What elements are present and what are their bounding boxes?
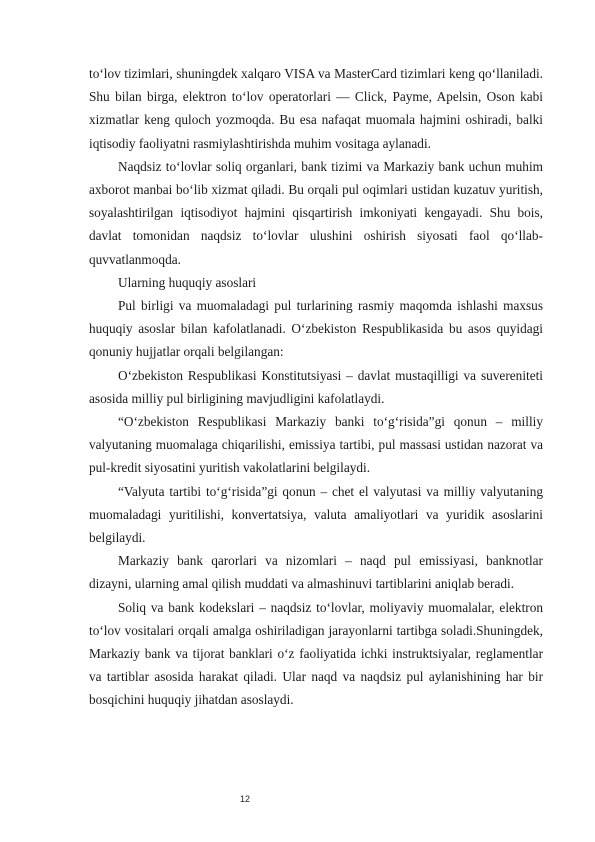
paragraph-central-bank-decisions: Markaziy bank qarorlari va nizomlari – naqd pul emissiyasi, banknotlar dizayni, ularning amal qilish muddati va almashinuvi tartiblarini aniqlab beradi. [89,553,543,592]
body-text [89,62,543,712]
paragraph-legal-guarantee: Pul birligi va muomaladagi pul turlarining rasmiy maqomda ishlashi maxsus huquqiy asoslar bilan kafolatlanadi. O‘zbekiston Respublikasida bu asos quyidagi qonuniy hujjatlar orqali belgilangan: [89,298,543,360]
section-heading-legal-basis: Ularning huquqiy asoslari [118,274,257,290]
paragraph-noncash-info-source: Naqdsiz to‘lovlar soliq organlari, bank tizimi va Markaziy bank uchun muhim axborot manbai bo‘lib xizmat qiladi. Bu orqali pul oqimlari ustidan kuzatuv yuritish, soyalashtirilgan iqtisodiyot hajmini qisqartirish imkoniyati kengayadi. Shu bois, davlat tomonidan naqdsiz to‘lovlar ulushini oshirish siyosati faol qo‘llab-quvvatlanmoqda. [89,158,543,267]
paragraph-constitution: O‘zbekiston Respublikasi Konstitutsiyasi – davlat mustaqilligi va suvereniteti asosida milliy pul birligining mavjudligini kafolatlaydi. [89,367,543,406]
paragraph-payment-systems: to‘lov tizimlari, shuningdek xalqaro VISA va MasterCard tizimlari keng qo‘llaniladi. Shu bilan birga, elektron to‘lov operatorlari — Click, Payme, Apelsin, Oson kabi xizmatlar keng quloch yozmoqda. Bu esa nafaqat muomala hajmini oshiradi, balki iqtisodiy faoliyatni rasmiylashtirishda muhim vositaga aylanadi. [89,66,543,151]
paragraph-currency-law: “Valyuta tartibi to‘g‘risida”gi qonun – chet el valyutasi va milliy valyutaning muomaladagi yuritilishi, konvertatsiya, valuta amaliyotlari va yuridik asoslarini belgilaydi. [89,483,543,546]
paragraph-tax-bank-codes: Soliq va bank kodekslari – naqdsiz to‘lovlar, moliyaviy muomalalar, elektron to‘lov vositalari orqali amalga oshiriladigan jarayonlarni tartibga soladi.Shuningdek, Markaziy bank va tijorat banklari o‘z faoliyatida ichki instruktsiyalar, reglamentlar va tartiblar asosida harakat qiladi. Ular naqd va naqdsiz pul aylanishining har bir bosqichini huquqiy jihatdan asoslaydi. [89,599,543,708]
paragraph-central-bank-law: “O‘zbekiston Respublikasi Markaziy banki to‘g‘risida”gi qonun – milliy valyutaning muomalaga chiqarilishi, emissiya tartibi, pul massasi ustidan nazorat va pul-kredit siyosatini yuritish vakolatlarini belgilaydi. [89,414,543,476]
page-number: 12 [240,794,251,804]
